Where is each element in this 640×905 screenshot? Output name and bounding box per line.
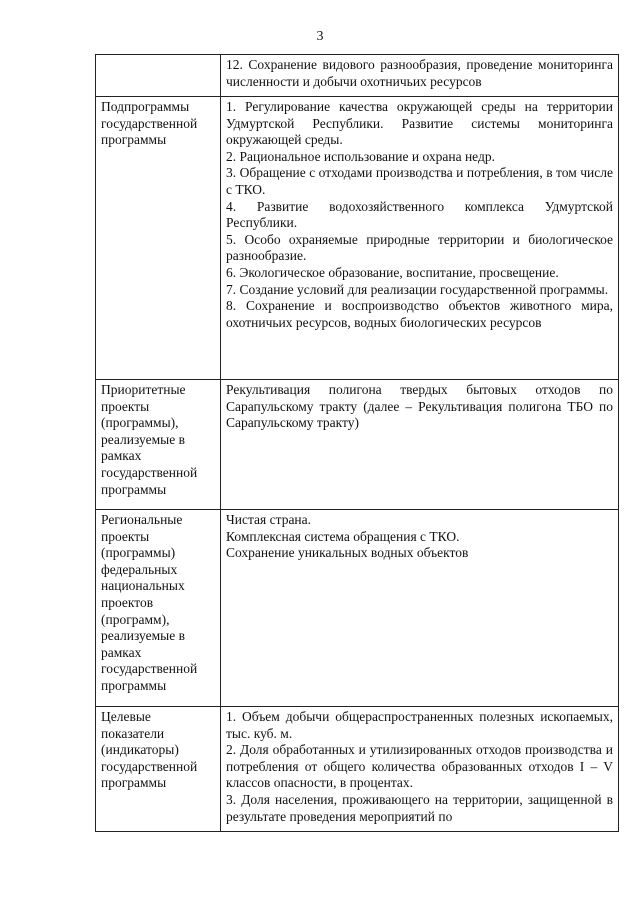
- list-item: Сохранение уникальных водных объектов: [226, 545, 469, 561]
- row-label: Приоритетные проекты (программы), реализуемые в рамках государственной программы: [96, 380, 221, 510]
- row-label: Целевые показатели (индикаторы) государственной программы: [96, 707, 221, 832]
- program-table: [95, 54, 619, 832]
- row-content: [221, 55, 619, 97]
- list-item: 3. Доля населения, проживающего на территории, защищенной в результате проведения мероприятий по: [226, 791, 613, 824]
- row-content: [221, 510, 619, 707]
- list-item: Комплексная система обращения с ТКО.: [226, 528, 460, 544]
- list-item: 8. Сохранение и воспроизводство объектов животного мира, охотничьих ресурсов, водных биологических ресурсов: [226, 298, 613, 330]
- list-item: 3. Обращение с отходами производства и потребления, в том числе с ТКО.: [226, 165, 613, 197]
- row-label: Региональные проекты (программы) федеральных национальных проектов (программ), реализуемые в рамках государственной программы: [96, 510, 221, 707]
- list-item: Чистая страна.: [226, 512, 312, 527]
- list-item: 1. Регулирование качества окружающей среды на территории Удмуртской Республики. Развитие системы мониторинга окружающей среды.: [226, 99, 613, 148]
- table-row: [96, 707, 619, 832]
- list-item: 12. Сохранение видового разнообразия, проведение мониторинга численности и добычи охотничьих ресурсов: [226, 57, 613, 89]
- list-item: 2. Доля обработанных и утилизированных отходов производства и потребления от общего количества образованных отходов I – V классов опасности, в процентах.: [226, 742, 613, 791]
- list-item: 2. Рациональное использование и охрана недр.: [226, 148, 495, 164]
- row-content: [221, 97, 619, 380]
- list-item: 5. Особо охраняемые природные территории и биологическое разнообразие.: [226, 231, 613, 264]
- page-number: 3: [316, 29, 324, 44]
- row-label: [96, 55, 221, 97]
- table-row: [96, 55, 619, 97]
- list-item: 6. Экологическое образование, воспитание, просвещение.: [226, 264, 559, 280]
- row-label: Подпрограммы государственной программы: [96, 97, 221, 380]
- row-content: [221, 380, 619, 510]
- table-row: [96, 380, 619, 510]
- list-item: 4. Развитие водохозяйственного комплекса Удмуртской Республики.: [226, 198, 613, 231]
- list-item: Рекультивация полигона твердых бытовых отходов по Сарапульскому тракту (далее – Рекультивация полигона ТБО по Сарапульскому тракту): [226, 382, 613, 431]
- row-content: [221, 707, 619, 832]
- list-item: 7. Создание условий для реализации государственной программы.: [226, 281, 609, 297]
- table-row: [96, 510, 619, 707]
- list-item: 1. Объем добычи общераспространенных полезных ископаемых, тыс. куб. м.: [226, 709, 613, 741]
- table-row: [96, 97, 619, 380]
